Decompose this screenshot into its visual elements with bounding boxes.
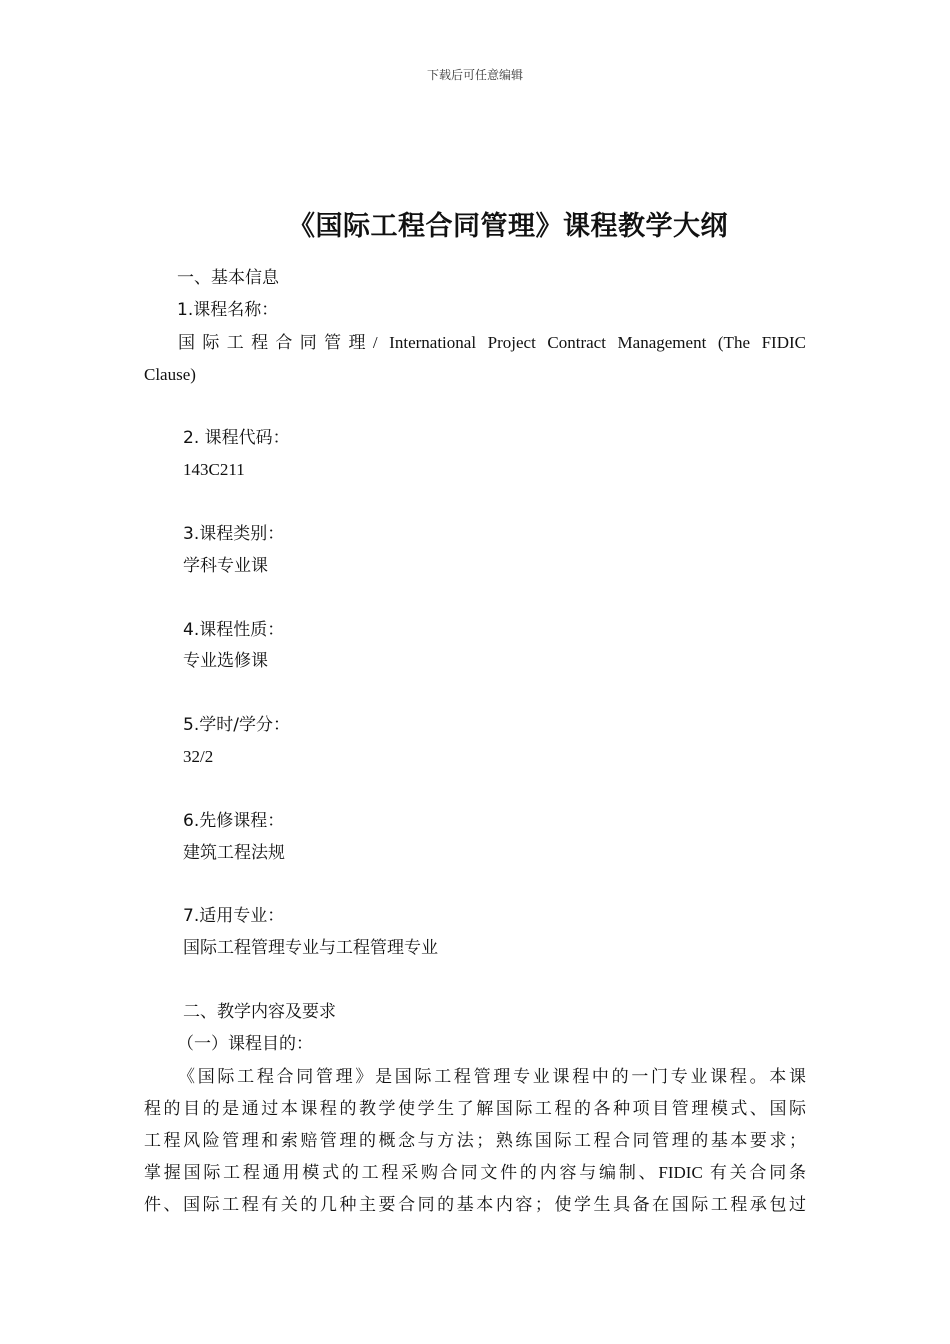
course-nature-label: 4.课程性质： — [183, 620, 285, 640]
applicable-major-value: 国际工程管理专业与工程管理专业 — [183, 938, 438, 957]
section-heading-basic-info: 一、基本信息 — [177, 268, 279, 288]
paragraph-line: 工程风险管理和索赔管理的概念与方法；熟练国际工程合同管理的基本要求； — [144, 1131, 806, 1150]
applicable-major-label: 7.适用专业： — [183, 906, 285, 926]
paragraph-line: 《国际工程合同管理》是国际工程管理专业课程中的一门专业课程。本课 — [178, 1067, 806, 1086]
course-name-value-line: 国际工程合同管理/ International Project Contract Management (The FIDIC — [178, 333, 806, 352]
page-header-note: 下载后可任意编辑 — [426, 68, 523, 82]
course-code-label: 2. 课程代码： — [183, 428, 290, 448]
course-name-value-line: Clause) — [144, 365, 196, 384]
course-name-value — [144, 327, 806, 391]
section-heading-teaching-content: 二、教学内容及要求 — [183, 1002, 336, 1022]
course-category-label: 3.课程类别： — [183, 524, 285, 544]
paragraph-line: 掌握国际工程通用模式的工程采购合同文件的内容与编制、FIDIC 有关合同条 — [144, 1163, 806, 1182]
hours-credits-label: 5.学时/学分： — [183, 715, 290, 735]
hours-credits-value: 32/2 — [183, 747, 214, 766]
course-nature-value: 专业选修课 — [183, 651, 268, 670]
prerequisite-label: 6.先修课程： — [183, 811, 285, 831]
course-code-value: 143C211 — [183, 460, 245, 479]
paragraph-line: 程的目的是通过本课程的教学使学生了解国际工程的各种项目管理模式、国际 — [144, 1099, 806, 1118]
course-name-label: 1.课程名称： — [177, 300, 279, 320]
paragraph-line: 件、国际工程有关的几种主要合同的基本内容；使学生具备在国际工程承包过 — [144, 1195, 806, 1214]
subheading-course-purpose: （一）课程目的： — [177, 1034, 313, 1054]
course-purpose-paragraph — [144, 1061, 806, 1221]
document-title: 《国际工程合同管理》课程教学大纲 — [288, 211, 728, 242]
prerequisite-value: 建筑工程法规 — [183, 843, 285, 862]
course-category-value: 学科专业课 — [183, 556, 268, 575]
